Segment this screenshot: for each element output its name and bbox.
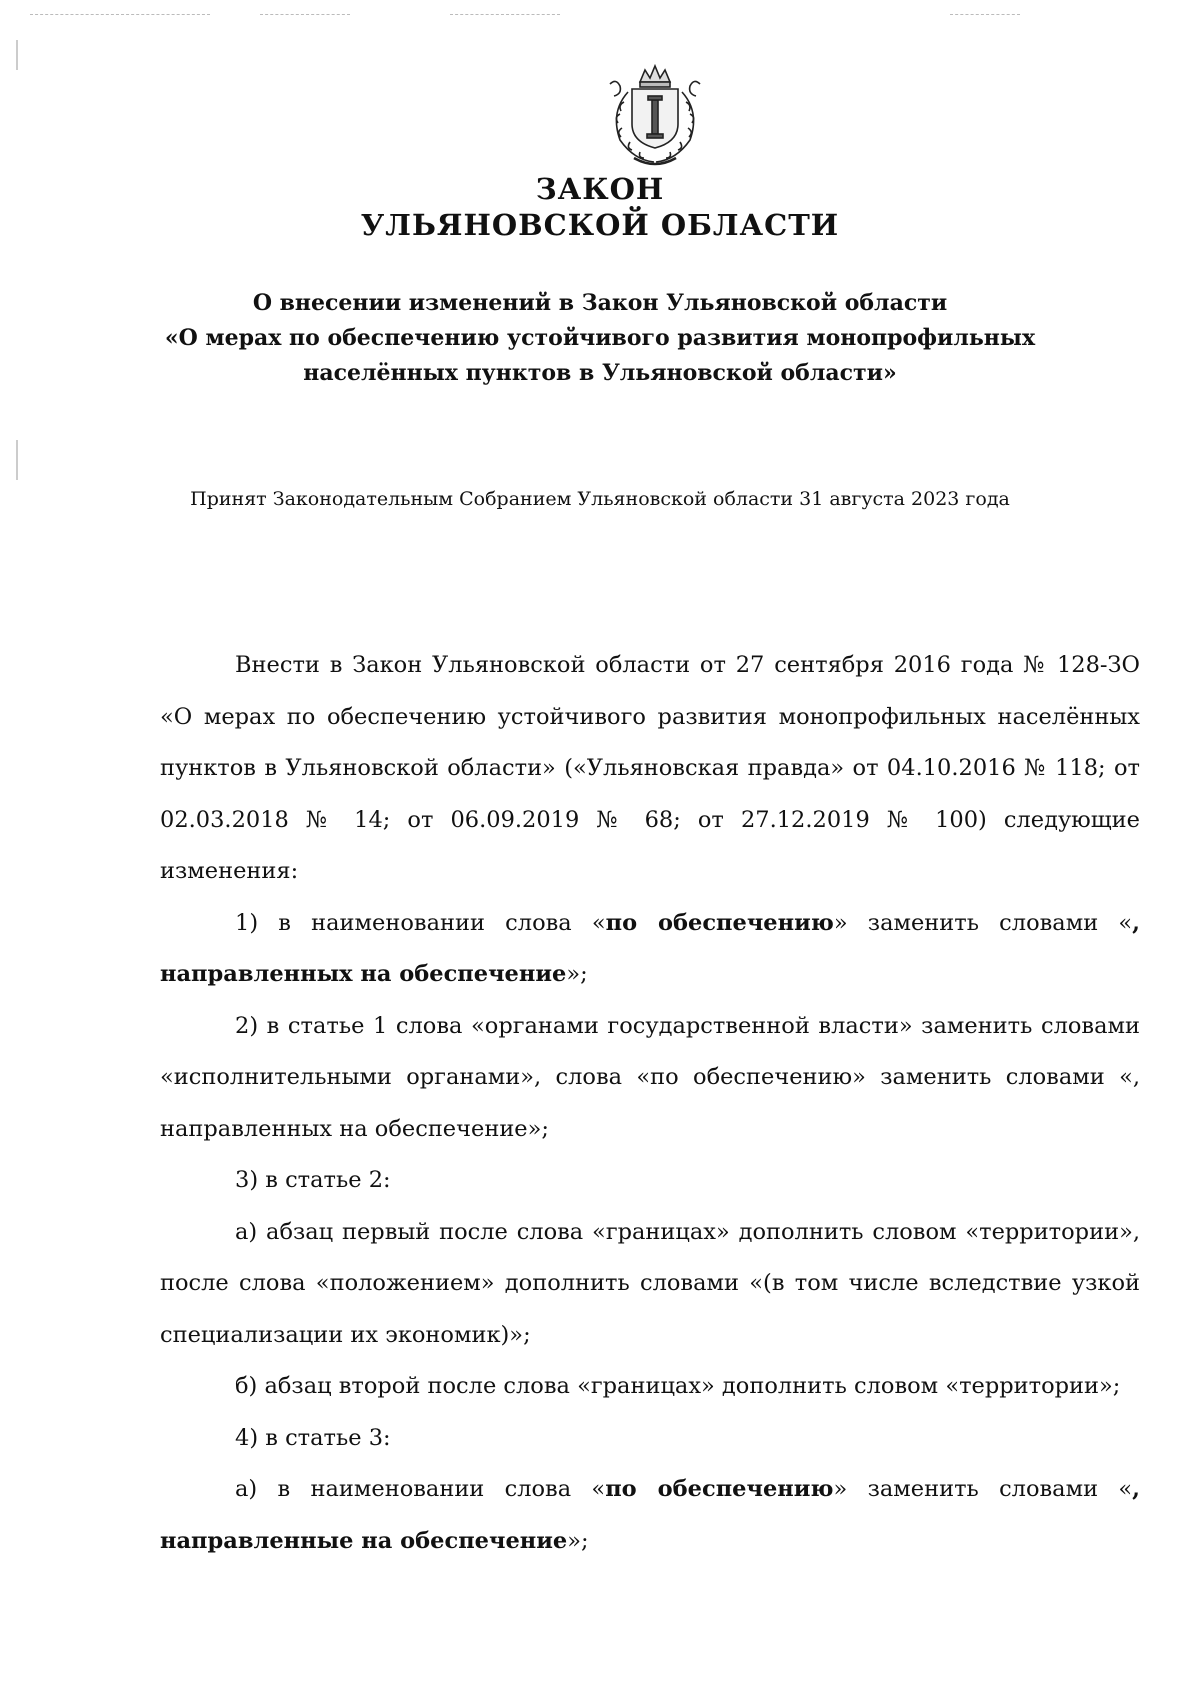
bold-run: по обеспечению (605, 1476, 834, 1502)
scan-artifact (30, 14, 210, 15)
scan-artifact (450, 14, 560, 15)
bold-run: , направленные на обеспечение (160, 1476, 1141, 1554)
body-paragraph: 3) в статье 2: (235, 1167, 391, 1193)
subtitle-line: населённых пунктов в Ульяновской области» (303, 360, 897, 386)
adoption-note: Принят Законодательным Собранием Ульяновской области 31 августа 2023 года (190, 488, 1010, 510)
law-region-title: УЛЬЯНОВСКОЙ ОБЛАСТИ (360, 208, 840, 242)
text-run: » заменить словами « (833, 909, 1133, 936)
scan-artifact (260, 14, 350, 15)
scan-artifact (16, 40, 18, 70)
body-paragraph (160, 1464, 1140, 1567)
scan-artifact (16, 440, 18, 480)
body-paragraph: б) абзац второй после слова «границах» дополнить словом «территории»; (235, 1373, 1121, 1399)
text-run: » заменить словами « (833, 1476, 1133, 1502)
law-subtitle (0, 286, 1200, 391)
body-paragraph: а) абзац первый после слова «границах» дополнить словом «территории», после слова «положением» дополнить словами «(в том числе вследствие узкой специализации их экономик)»; (160, 1218, 1140, 1348)
text-run: »; (567, 1527, 589, 1554)
body-paragraph: 2) в статье 1 слова «органами государственной власти» заменить словами «исполнительными органами», слова «по обеспечению» заменить словами «, направленных на обеспечение»; (160, 1012, 1140, 1142)
body-paragraph (160, 898, 1140, 1001)
law-body (160, 640, 1140, 1567)
ulyanovsk-coat-of-arms-icon (590, 62, 720, 174)
body-paragraph: Внести в Закон Ульяновской области от 27 сентября 2016 года № 128-ЗО «О мерах по обеспечению устойчивого развития монопрофильных населённых пунктов в Ульяновской области» («Ульяновская правда» от 04.10.2016 № 118; от 02.03.2018 № 14; от 06.09.2019 № 68; от 27.12.2019 № 100) следующие изменения: (160, 652, 1140, 884)
law-title: ЗАКОН (535, 172, 665, 206)
subtitle-line: О внесении изменений в Закон Ульяновской области (252, 290, 948, 316)
text-run: 1) в наименовании слова « (235, 909, 606, 936)
body-paragraph: 4) в статье 3: (235, 1424, 391, 1451)
subtitle-line: «О мерах по обеспечению устойчивого развития монопрофильных (164, 325, 1036, 351)
bold-run: , направленных на обеспечение (160, 909, 1141, 987)
scan-artifact (950, 14, 1020, 15)
text-run: »; (566, 961, 588, 987)
text-run: а) в наименовании слова « (235, 1476, 606, 1502)
bold-run: по обеспечению (605, 909, 834, 936)
